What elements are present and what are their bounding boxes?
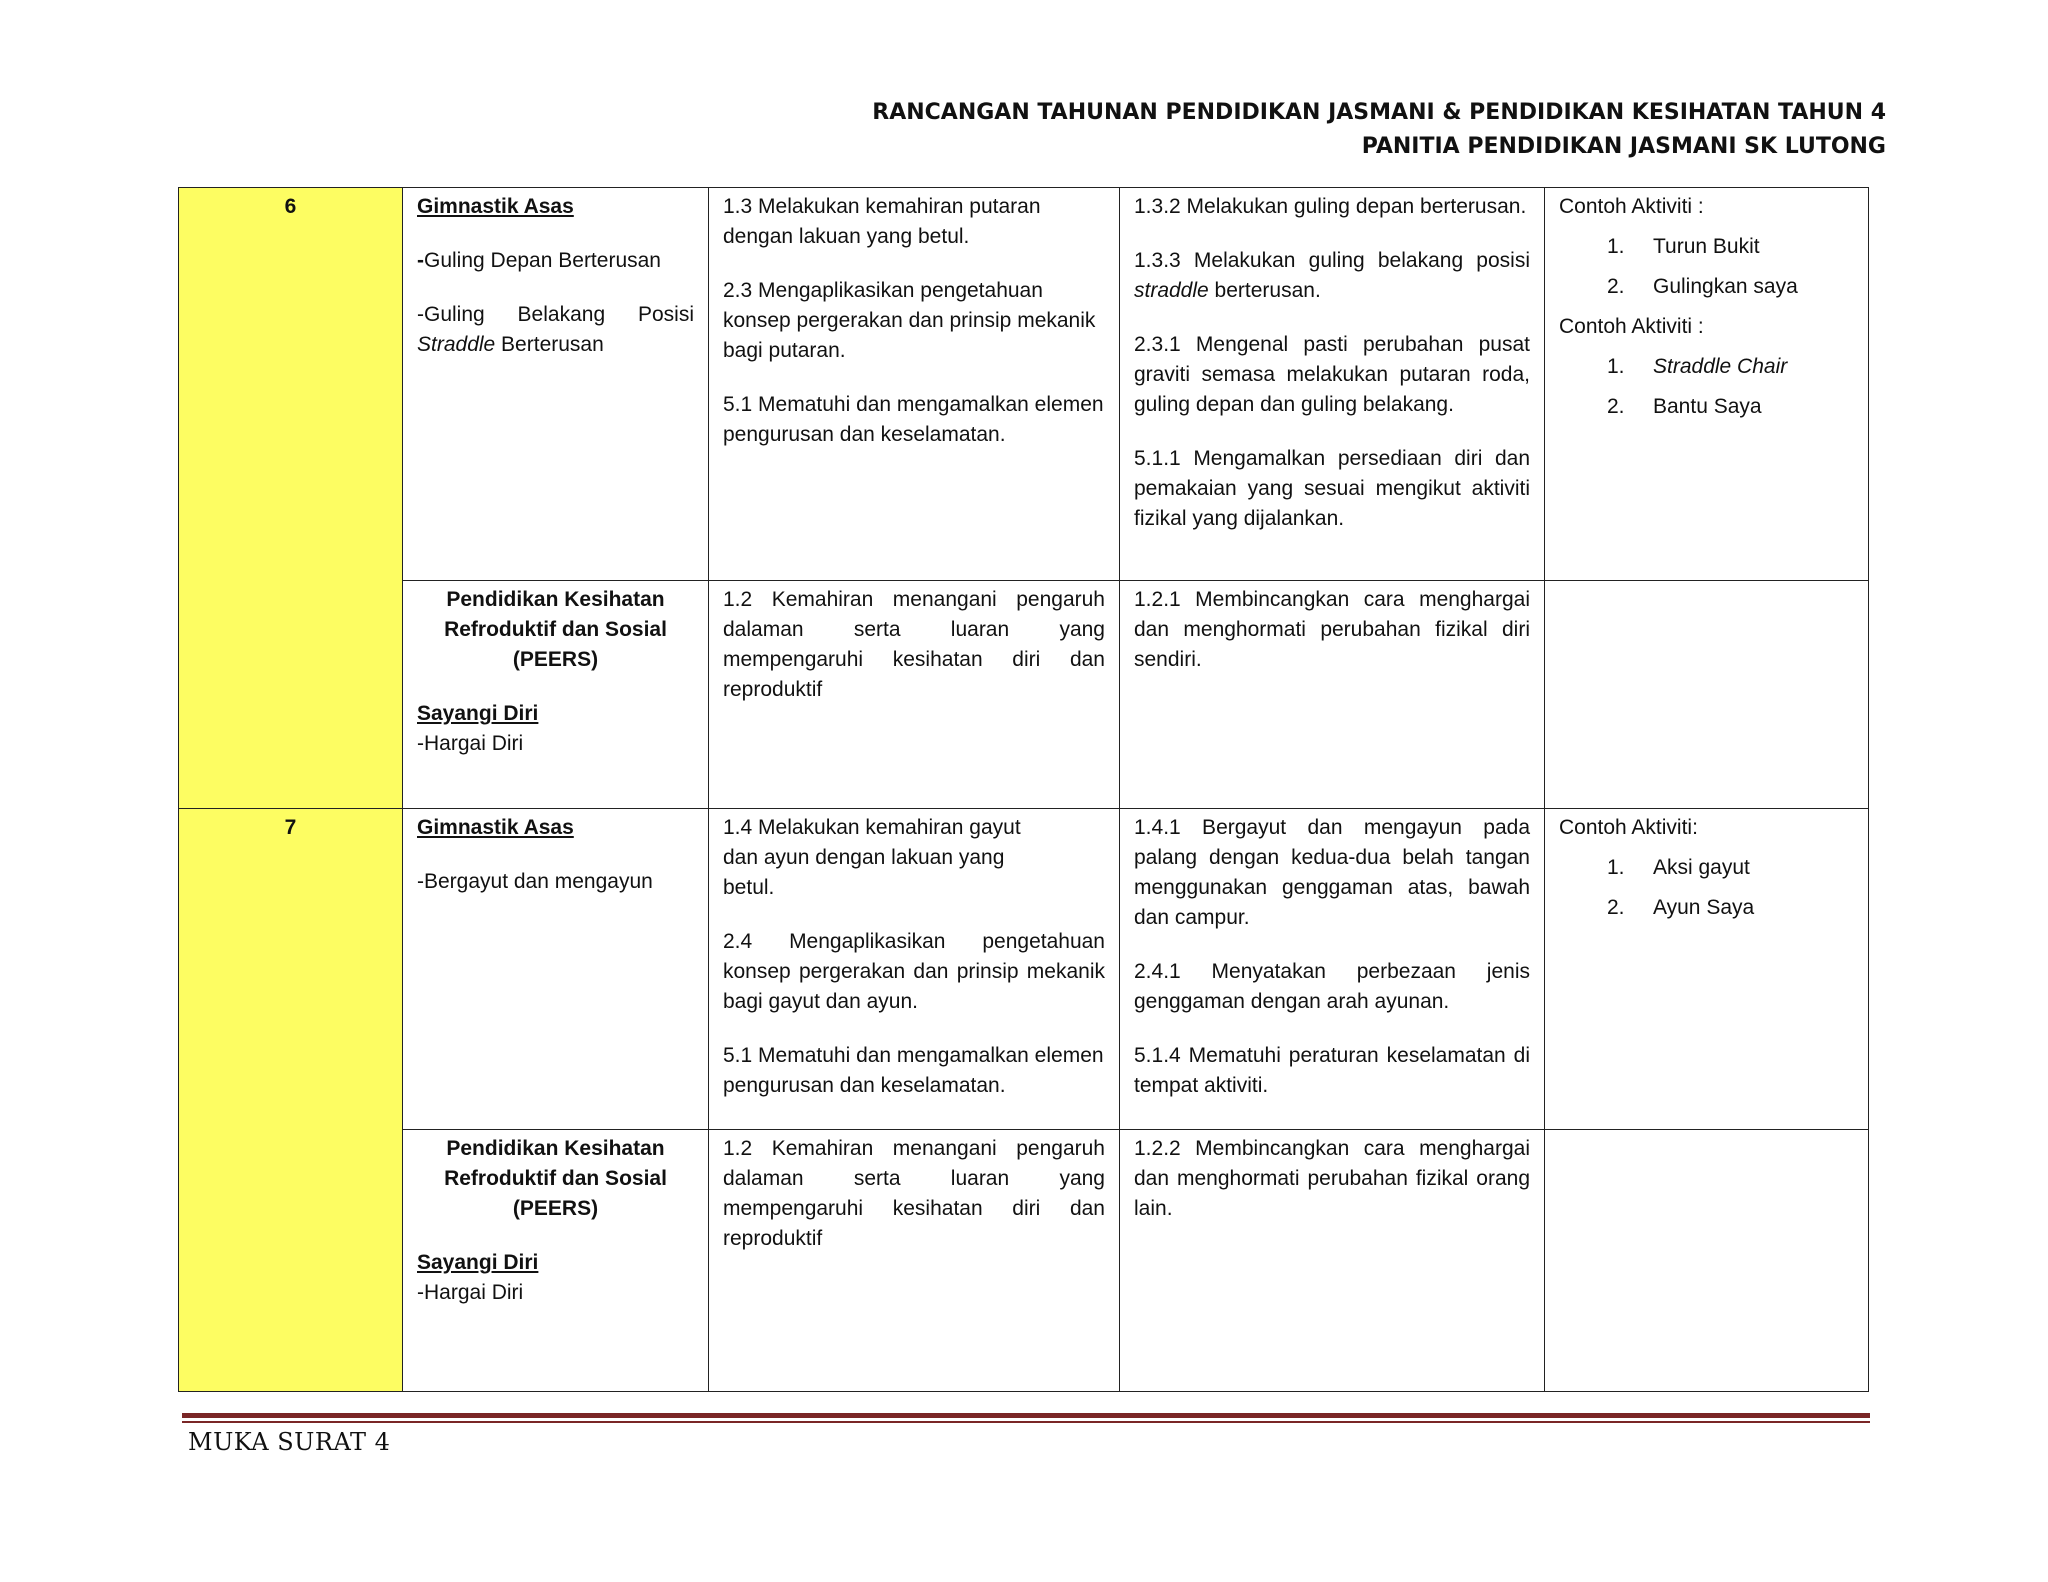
- list-item: 2. Ayun Saya: [1607, 896, 1755, 919]
- learning-standard-cell: [1120, 1130, 1545, 1392]
- peers-title: Pendidikan Kesihatan: [446, 1137, 665, 1160]
- content-standard: 1.4 Melakukan kemahiran gayut dan ayun dengan lakuan yang betul.: [723, 816, 1021, 899]
- annual-plan-table: [178, 187, 1869, 1392]
- list-item: 1. Turun Bukit: [1607, 235, 1760, 258]
- list-item: 2. Gulingkan saya: [1607, 275, 1798, 298]
- topic-line: -Guling Belakang Posisi Straddle Berterusan: [417, 303, 694, 356]
- week-number-7: 7: [179, 809, 403, 1392]
- content-standard: 2.3 Mengaplikasikan pengetahuan konsep pergerakan dan prinsip mekanik bagi putaran.: [723, 279, 1096, 362]
- peers-subtopic: Sayangi Diri: [417, 702, 539, 725]
- activity-cell: [1545, 1130, 1869, 1392]
- learning-standard: 2.4.1 Menyatakan perbezaan jenis genggaman dengan arah ayunan.: [1134, 960, 1530, 1013]
- learning-standard: 5.1.4 Mematuhi peraturan keselamatan di tempat aktiviti.: [1134, 1044, 1530, 1097]
- learning-standard: 1.2.2 Membincangkan cara menghargai dan menghormati perubahan fizikal orang lain.: [1134, 1137, 1530, 1220]
- activity-cell: [1545, 581, 1869, 809]
- table-row: [179, 1130, 1869, 1392]
- peers-title: Pendidikan Kesihatan: [446, 588, 665, 611]
- learning-standard: 1.2.1 Membincangkan cara menghargai dan menghormati perubahan fizikal diri sendiri.: [1134, 588, 1530, 671]
- content-standard-cell: [709, 1130, 1120, 1392]
- document-header: [872, 96, 1886, 164]
- peers-subtopic: Sayangi Diri: [417, 1251, 539, 1274]
- learning-standard: 2.3.1 Mengenal pasti perubahan pusat graviti semasa melakukan putaran roda, guling depan dan guling belakang.: [1134, 333, 1530, 416]
- activity-cell: [1545, 188, 1869, 581]
- list-item: 2. Bantu Saya: [1607, 395, 1762, 418]
- activity-heading: Contoh Aktiviti :: [1559, 315, 1704, 338]
- activity-heading: Contoh Aktiviti :: [1559, 195, 1704, 218]
- content-standard: 5.1 Mematuhi dan mengamalkan elemen pengurusan dan keselamatan.: [723, 1044, 1104, 1097]
- footer-divider: [182, 1413, 1870, 1418]
- learning-standard-cell: [1120, 581, 1545, 809]
- unit-title: Gimnastik Asas: [417, 195, 574, 218]
- learning-standard: 1.3.3 Melakukan guling belakang posisi straddle berterusan.: [1134, 249, 1530, 302]
- peers-title: Refroduktif dan Sosial: [444, 618, 667, 641]
- topic-cell: [403, 809, 709, 1130]
- table-row: [179, 188, 1869, 581]
- content-standard: 1.3 Melakukan kemahiran putaran dengan lakuan yang betul.: [723, 195, 1041, 248]
- list-item: 1. Aksi gayut: [1607, 856, 1750, 879]
- content-standard-cell: [709, 809, 1120, 1130]
- topic-cell: [403, 1130, 709, 1392]
- topic-line: -Hargai Diri: [417, 732, 524, 755]
- learning-standard-cell: [1120, 188, 1545, 581]
- list-item: 1. Straddle Chair: [1607, 355, 1788, 378]
- learning-standard: 1.3.2 Melakukan guling depan berterusan.: [1134, 195, 1527, 218]
- unit-title: Gimnastik Asas: [417, 816, 574, 839]
- content-standard-cell: [709, 581, 1120, 809]
- activity-cell: [1545, 809, 1869, 1130]
- topic-cell: [403, 581, 709, 809]
- peers-title: Refroduktif dan Sosial: [444, 1167, 667, 1190]
- topic-cell: [403, 188, 709, 581]
- table-row: [179, 581, 1869, 809]
- peers-title: (PEERS): [512, 648, 599, 671]
- activity-heading: Contoh Aktiviti:: [1559, 816, 1698, 839]
- topic-line: -Hargai Diri: [417, 1281, 524, 1304]
- learning-standard: 5.1.1 Mengamalkan persediaan diri dan pemakaian yang sesuai mengikut aktiviti fizikal yang dijalankan.: [1134, 447, 1530, 530]
- content-standard: 5.1 Mematuhi dan mengamalkan elemen pengurusan dan keselamatan.: [723, 393, 1104, 446]
- header-title: RANCANGAN TAHUNAN PENDIDIKAN JASMANI & PENDIDIKAN KESIHATAN TAHUN 4: [872, 100, 1886, 125]
- learning-standard-cell: [1120, 809, 1545, 1130]
- topic-line: -Guling Depan Berterusan: [417, 249, 661, 272]
- footer-divider: [182, 1421, 1870, 1423]
- topic-line: -Bergayut dan mengayun: [417, 870, 653, 893]
- peers-title: (PEERS): [512, 1197, 599, 1220]
- content-standard-cell: [709, 188, 1120, 581]
- header-subtitle: PANITIA PENDIDIKAN JASMANI SK LUTONG: [1361, 134, 1886, 159]
- table-row: [179, 809, 1869, 1130]
- week-number-6: 6: [179, 188, 403, 809]
- page-number: MUKA SURAT 4: [188, 1428, 391, 1456]
- learning-standard: 1.4.1 Bergayut dan mengayun pada palang dengan kedua-dua belah tangan menggunakan genggaman atas, bawah dan campur.: [1134, 816, 1530, 929]
- content-standard: 2.4 Mengaplikasikan pengetahuan konsep pergerakan dan prinsip mekanik bagi gayut dan ayun.: [723, 930, 1105, 1013]
- content-standard: 1.2 Kemahiran menangani pengaruh dalaman serta luaran yang mempengaruhi kesihatan diri dan reproduktif: [723, 588, 1105, 701]
- content-standard: 1.2 Kemahiran menangani pengaruh dalaman serta luaran yang mempengaruhi kesihatan diri dan reproduktif: [723, 1137, 1105, 1250]
